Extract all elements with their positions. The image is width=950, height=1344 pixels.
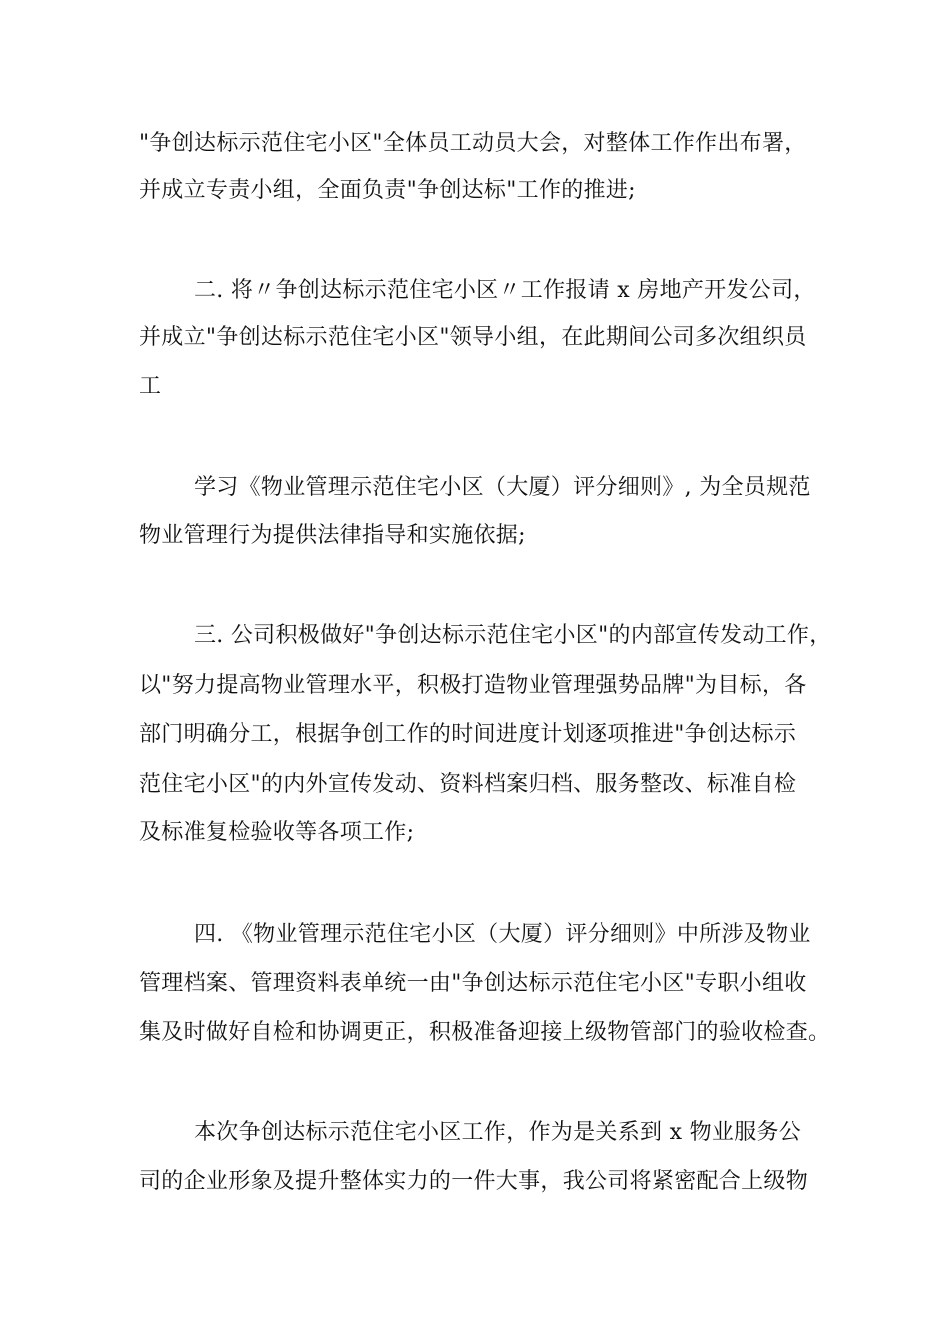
paragraph-4-line-3: 部门明确分工，根据争创工作的时间进度计划逐项推进"争创达标示: [139, 722, 797, 747]
paragraph-6-line-1: 本次争创达标示范住宅小区工作，作为是关系到 x 物业服务公: [194, 1120, 802, 1145]
paragraph-3-line-1: 学习《物业管理示范住宅小区（大厦）评分细则》, 为全员规范: [194, 475, 811, 500]
paragraph-5-line-2: 管理档案、管理资料表单统一由"争创达标示范住宅小区"专职小组收: [139, 971, 807, 996]
paragraph-3-line-2: 物业管理行为提供法律指导和实施依据;: [139, 523, 526, 548]
paragraph-5-line-1: 四. 《物业管理示范住宅小区（大厦）评分细则》中所涉及物业: [194, 922, 811, 947]
paragraph-1-line-2: 并成立专责小组，全面负责"争创达标"工作的推进;: [139, 178, 636, 203]
paragraph-2-line-1: 二. 将〃争创达标示范住宅小区〃工作报请 x 房地产开发公司，: [194, 278, 816, 303]
paragraph-1-line-1: "争创达标示范住宅小区"全体员工动员大会，对整体工作作出布署，: [139, 131, 807, 156]
paragraph-4-line-5: 及标准复检验收等各项工作;: [139, 820, 415, 845]
paragraph-4-line-1: 三. 公司积极做好"争创达标示范住宅小区"的内部宣传发动工作，: [194, 623, 832, 648]
paragraph-4-line-4: 范住宅小区"的内外宣传发动、资料档案归档、服务整改、标准自检: [139, 772, 797, 797]
paragraph-6-line-2: 司的企业形象及提升整体实力的一件大事，我公司将紧密配合上级物: [139, 1169, 809, 1194]
paragraph-2-line-3: 工: [139, 374, 162, 399]
paragraph-5-line-3: 集及时做好自检和协调更正，积极准备迎接上级物管部门的验收检查。: [139, 1020, 831, 1045]
paragraph-2-line-2: 并成立"争创达标示范住宅小区"领导小组，在此期间公司多次组织员: [139, 325, 807, 350]
paragraph-4-line-2: 以"努力提高物业管理水平，积极打造物业管理强势品牌"为目标，各: [139, 673, 807, 698]
